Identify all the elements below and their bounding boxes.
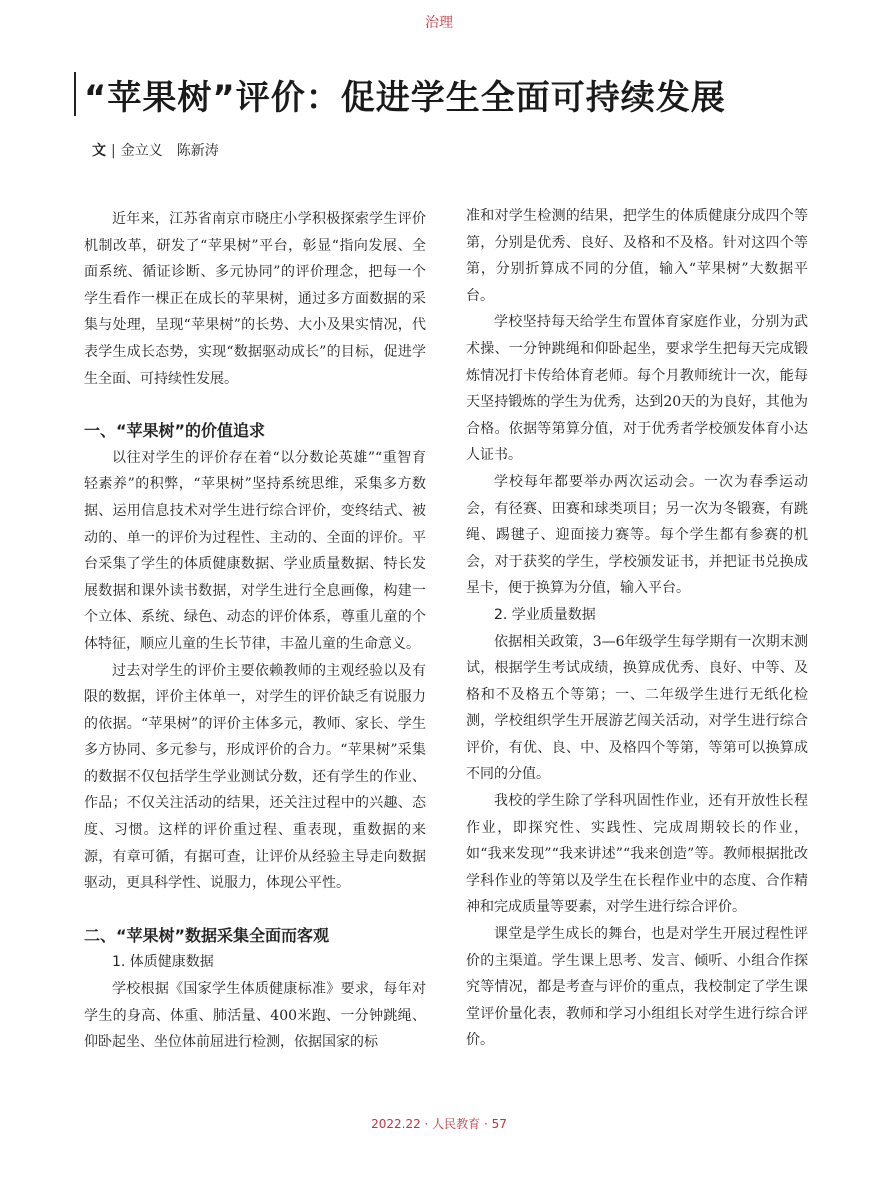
page-footer: 2022.22 · 人民教育 · 57	[371, 1117, 507, 1131]
paragraph: 依据相关政策，3—6年级学生每学期有一次期末测试，根据学生考试成绩，换算成优秀、良好、中等、及格和不及格五个等第；一、二年级学生进行无纸化检测，学校组织学生开展游艺闯关活动，对学生进行综合评价，有优、良、中、及格四个等第，等第可以换算成不同的分值。	[466, 633, 808, 783]
section-tag: 治理	[425, 15, 453, 31]
left-column	[84, 206, 426, 1056]
byline-separator: |	[111, 143, 116, 159]
paragraph: 过去对学生的评价主要依赖教师的主观经验以及有限的数据，评价主体单一，对学生的评价缺乏有说服力的依据。“苹果树”的评价主体多元，教师、家长、学生多方协同、多元参与，形成评价的合力。“苹果树”采集的数据不仅包括学生学业测试分数，还有学生的作业、作品；不仅关注活动的结果，还关注过程中的兴趣、态度、习惯。这样的评价重过程、重表现，重数据的来源，有章可循，有据可查，让评价从经验主导走向数据驱动，更具科学性、说服力，体现公平性。	[84, 662, 426, 892]
title-bar	[74, 72, 76, 116]
paragraph: 课堂是学生成长的舞台，也是对学生开展过程性评价的主渠道。学生课上思考、发言、倾听、小组合作探究等情况，都是考查与评价的重点，我校制定了学生课堂评价量化表，教师和学习小组组长对学生进行综合评价。	[466, 926, 808, 1049]
subheading-academic-data: 2. 学业质量数据	[494, 606, 596, 623]
paragraph: 学校每年都要举办两次运动会。一次为春季运动会，有径赛、田赛和球类项目；另一次为冬锻赛，有跳绳、踢毽子、迎面接力赛等。每个学生都有参赛的机会，对于获奖的学生，学校颁发证书，并把证书兑换成星卡，便于换算为分值，输入平台。	[466, 473, 808, 597]
section-heading-1: 一、“苹果树”的价值追求	[84, 421, 266, 441]
section-heading-2: 二、“苹果树”数据采集全面而客观	[84, 925, 330, 945]
subheading-fitness-data: 1. 体质健康数据	[112, 954, 214, 971]
byline	[92, 140, 219, 160]
paragraph: 我校的学生除了学科巩固性作业，还有开放性长程作业，即探究性、实践性、完成周期较长的作业，如“我来发现”“我来讲述”“我来创造”等。教师根据批改学科作业的等第以及学生在长程作业中的态度、合作精神和完成质量等要素，对学生进行综合评价。	[466, 793, 808, 916]
article-title: “苹果树”评价：促进学生全面可持续发展	[84, 78, 726, 118]
byline-authors: 金立义 陈新涛	[120, 143, 219, 159]
paragraph: 学校根据《国家学生体质健康标准》要求，每年对学生的身高、体重、肺活量、400米跑、一分钟跳绳、仰卧起坐、坐位体前屈进行检测，依据国家的标	[84, 981, 426, 1051]
intro-paragraph: 近年来，江苏省南京市晓庄小学积极探索学生评价机制改革，研发了“苹果树”平台，彰显“指向发展、全面系统、循证诊断、多元协同”的评价理念，把每一个学生看作一棵正在成长的苹果树，通过多方面数据的采集与处理，呈现“苹果树”的长势、大小及果实情况，代表学生成长态势，实现“数据驱动成长”的目标，促进学生全面、可持续性发展。	[84, 211, 426, 387]
right-column	[466, 203, 808, 1054]
paragraph: 以往对学生的评价存在着“以分数论英雄”“重智育轻素养”的积弊，“苹果树”坚持系统思维，采集多方数据、运用信息技术对学生进行综合评价，变终结式、被动的、单一的评价为过程性、主动的、全面的评价。平台采集了学生的体质健康数据、学业质量数据、特长发展数据和课外读书数据，对学生进行全息画像，构建一个立体、系统、绿色、动态的评价体系，尊重儿童的个体特征，顺应儿童的生长节律，丰盈儿童的生命意义。	[84, 449, 426, 652]
byline-label: 文	[92, 143, 106, 159]
paragraph: 学校坚持每天给学生布置体育家庭作业，分别为武术操、一分钟跳绳和仰卧起坐，要求学生把每天完成锻炼情况打卡传给体育老师。每个月教师统计一次，能每天坚持锻炼的学生为优秀，达到20天的为良好，其他为合格。依据等第算分值，对于优秀者学校颁发体育小达人证书。	[466, 314, 808, 464]
paragraph-continued: 准和对学生检测的结果，把学生的体质健康分成四个等第，分别是优秀、良好、及格和不及格。针对这四个等第，分别折算成不同的分值，输入“苹果树”大数据平台。	[466, 208, 808, 304]
